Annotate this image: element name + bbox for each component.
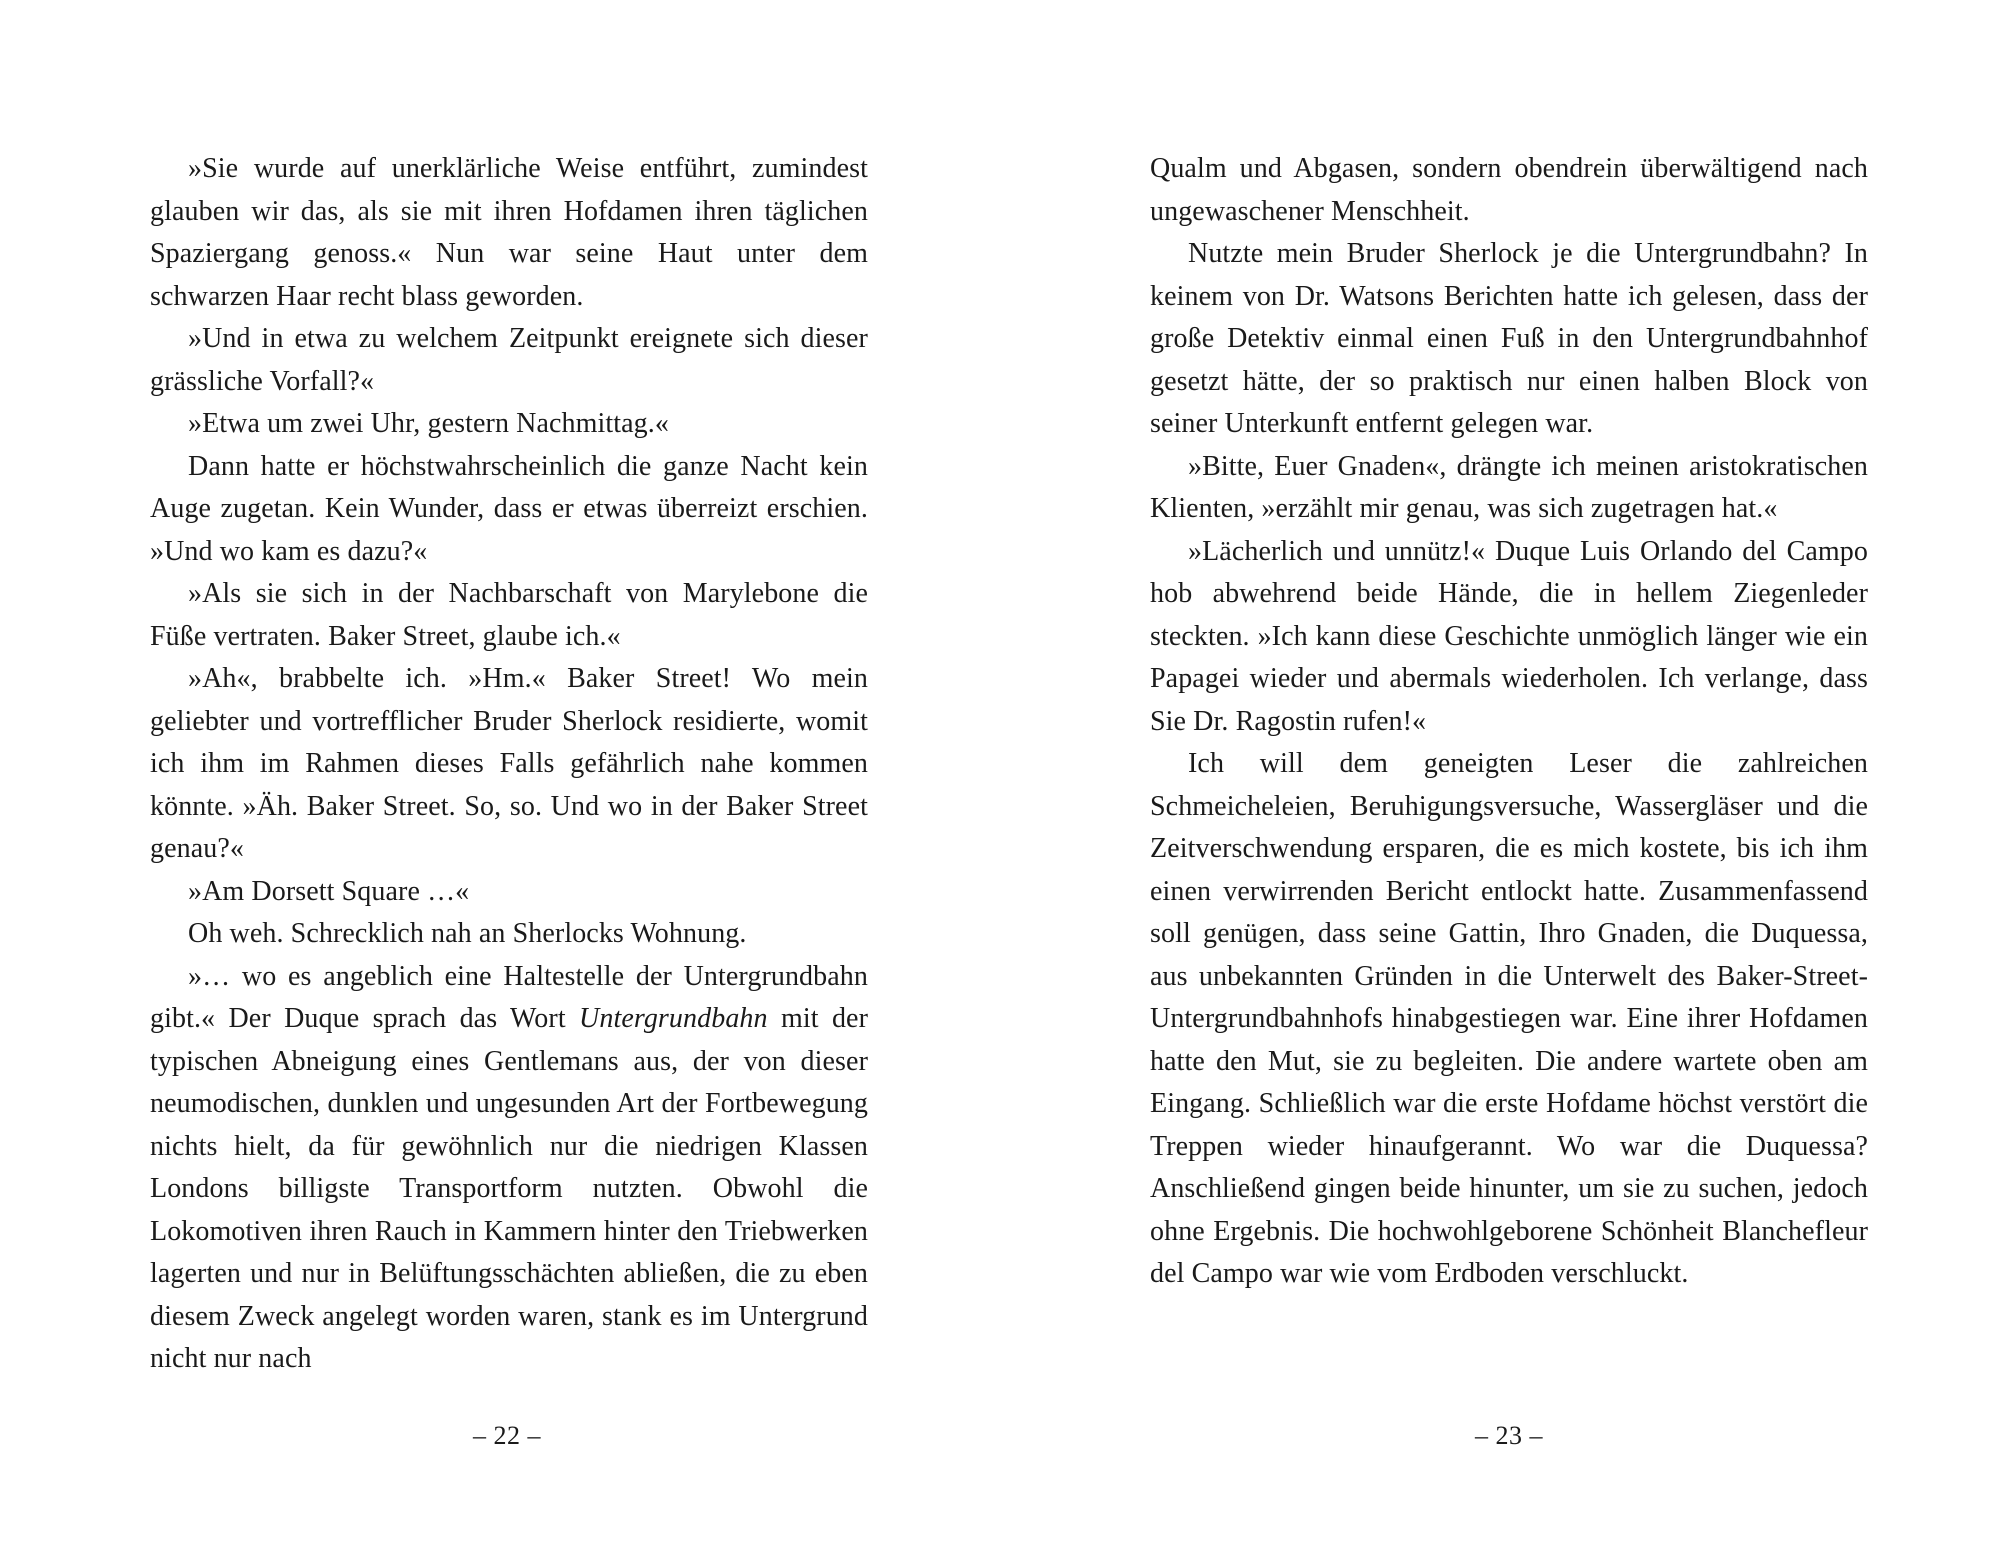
right-page [1150, 148, 1868, 1296]
paragraph: Nutzte mein Bruder Sherlock je die Untergrundbahn? In keinem von Dr. Watsons Berichten hatte ich gelesen, dass der große Detektiv einmal einen Fuß in den Untergrundbahnhof gesetzt hätte, der so praktisch nur einen halben Block von seiner Unterkunft entfernt gelegen war. [1150, 238, 1868, 439]
paragraph: »Ah«, brabbelte ich. »Hm.« Baker Street! Wo mein geliebter und vortrefflicher Bruder Sherlock residierte, womit ich ihm im Rahmen dieses Falls gefährlich nahe kommen könnte. »Äh. Baker Street. So, so. Und wo in der Baker Street genau?« [150, 663, 868, 864]
paragraph-with-italic [150, 956, 868, 1381]
paragraph: Ich will dem geneigten Leser die zahlreichen Schmeicheleien, Beruhigungsversuche, Wassergläser und die Zeitverschwendung ersparen, die es mich kostete, bis ich ihm einen verwirrenden Bericht entlockt hatte. Zusammenfassend soll genügen, dass seine Gattin, Ihro Gnaden, die Duquessa, aus unbekannten Gründen in die Unterwelt des Baker-Street-Untergrundbahnhofs hinabgestiegen war. Eine ihrer Hofdamen hatte den Mut, sie zu begleiten. Die andere wartete oben am Eingang. Schließlich war die erste Hofdame höchst verstört die Treppen wieder hinaufgerannt. Wo war die Duquessa? Anschließend gingen beide hinunter, um sie zu suchen, jedoch ohne Ergebnis. Die hochwohlgeborene Schönheit Blanchefleur del Campo war wie vom Erdboden verschluckt. [1150, 748, 1868, 1289]
paragraph: Oh weh. Schrecklich nah an Sherlocks Wohnung. [188, 918, 747, 949]
page-number-left: – 22 – [473, 1421, 541, 1450]
page-number-right: – 23 – [1475, 1421, 1543, 1450]
left-page [150, 148, 868, 1381]
paragraph: »Etwa um zwei Uhr, gestern Nachmittag.« [188, 408, 669, 439]
paragraph: »Als sie sich in der Nachbarschaft von Marylebone die Füße vertraten. Baker Street, glaube ich.« [150, 578, 868, 652]
paragraph: »Und in etwa zu welchem Zeitpunkt ereignete sich dieser grässliche Vorfall?« [150, 323, 868, 397]
text-segment: mit der typischen Abneigung eines Gentlemans aus, der von dieser neumodischen, dunklen und ungesunden Art der Fortbewegung nichts hielt, da für gewöhnlich nur die niedrigen Klassen Londons billigste Transportform nutzten. Obwohl die Lokomotiven ihren Rauch in Kammern hinter den Triebwerken lagerten und nur in Belüftungsschächten abließen, die zu eben diesem Zweck angelegt worden waren, stank es im Untergrund nicht nur nach [150, 1003, 868, 1374]
paragraph-continuation: Qualm und Abgasen, sondern obendrein überwältigend nach ungewaschener Menschheit. [1150, 153, 1868, 227]
text-segment: »… wo es angeblich eine Haltestelle der Untergrundbahn gibt.« Der Duque sprach das Wort [150, 960, 868, 1034]
paragraph: »Sie wurde auf unerklärliche Weise entführt, zumindest glauben wir das, als sie mit ihren Hofdamen ihren täglichen Spaziergang genoss.« Nun war seine Haut unter dem schwarzen Haar recht blass geworden. [150, 153, 868, 312]
italic-word: Untergrundbahn [579, 1003, 768, 1034]
paragraph: »Bitte, Euer Gnaden«, drängte ich meinen aristokratischen Klienten, »erzählt mir genau, was sich zugetragen hat.« [1150, 450, 1868, 524]
paragraph: Dann hatte er höchstwahrscheinlich die ganze Nacht kein Auge zugetan. Kein Wunder, dass er etwas überreizt erschien. »Und wo kam es dazu?« [150, 450, 868, 567]
paragraph: »Lächerlich und unnütz!« Duque Luis Orlando del Campo hob abwehrend beide Hände, die in hellem Ziegenleder steckten. »Ich kann diese Geschichte unmöglich länger wie ein Papagei wieder und abermals wiederholen. Ich verlange, dass Sie Dr. Ragostin rufen!« [1150, 535, 1868, 737]
paragraph: »Am Dorsett Square …« [188, 875, 470, 907]
